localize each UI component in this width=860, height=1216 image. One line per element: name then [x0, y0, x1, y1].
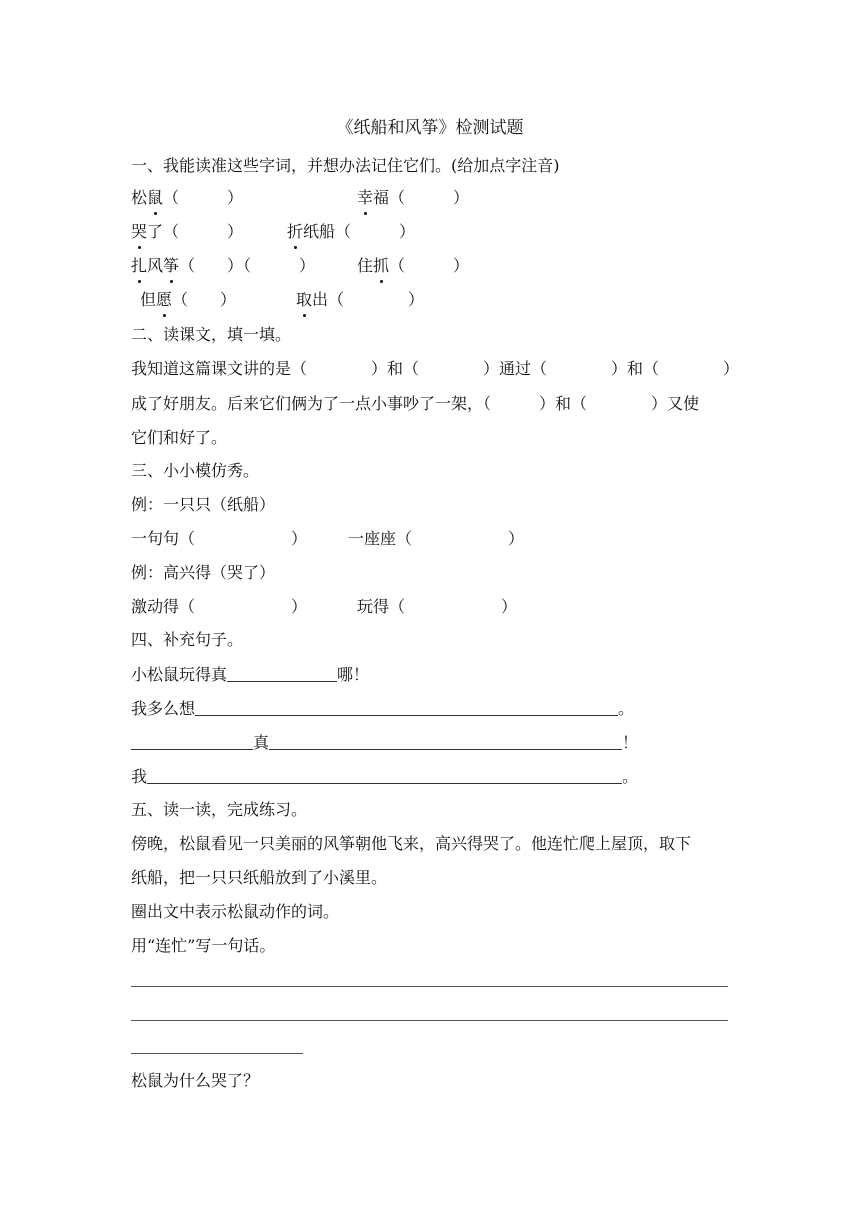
section-3-heading: 三、小小模仿秀。: [131, 461, 260, 480]
word-text: 风: [147, 256, 164, 275]
question-3: 松鼠为什么哭了？: [131, 1071, 260, 1090]
question-2: 用“连忙”写一句话。: [131, 936, 276, 955]
mimic-item-1[interactable]: 一句句（ ）: [131, 529, 308, 548]
mimic-item-4[interactable]: 玩得（ ）: [357, 597, 518, 616]
word-item-2: [357, 187, 469, 209]
example-1: 例：一只只（纸船）: [131, 495, 276, 514]
answer-line-1[interactable]: [131, 986, 728, 987]
dotted-char: 扎: [131, 256, 148, 275]
fill-line-1[interactable]: 我知道这篇课文讲的是（ ）和（ ）通过（ ）和（ ）: [131, 359, 740, 378]
sentence-text: 我: [131, 767, 148, 786]
word-item-4: [287, 221, 415, 243]
sentence-2: [131, 698, 634, 720]
answer-line-3[interactable]: [131, 1053, 303, 1054]
sentence-4: [131, 766, 638, 788]
word-item-6: [357, 255, 469, 277]
mimic-item-3[interactable]: 激动得（ ）: [131, 597, 308, 616]
answer-blank[interactable]: [227, 665, 337, 682]
word-text: 但: [140, 290, 157, 309]
section-4-heading: 四、补充句子。: [131, 630, 244, 649]
sentence-3: [131, 732, 638, 754]
word-item-3: [131, 221, 243, 243]
sentence-text: ！: [622, 733, 639, 752]
sentence-1: [131, 664, 369, 686]
dotted-char: 折: [287, 222, 304, 241]
sentence-text: 我多么想: [131, 699, 196, 718]
answer-line-2[interactable]: [131, 1020, 728, 1021]
mimic-item-2[interactable]: 一座座（ ）: [348, 529, 525, 548]
dotted-char: 幸: [357, 188, 374, 207]
section-1-heading: 一、我能读准这些字词，并想办法记住它们。(给加点字注音): [131, 156, 560, 175]
pinyin-blank[interactable]: （ ）（ ）: [179, 256, 316, 275]
answer-blank[interactable]: [131, 733, 253, 750]
pinyin-blank[interactable]: 出（ ）: [312, 290, 425, 309]
pinyin-blank[interactable]: 了（ ）: [147, 222, 244, 241]
answer-blank[interactable]: [147, 767, 622, 784]
sentence-text: 。: [618, 699, 635, 718]
dotted-char: 筝: [163, 256, 180, 275]
fill-line-2[interactable]: 成了好朋友。后来它们俩为了一点小事吵了一架，（ ）和（ ）又使: [131, 394, 700, 413]
sentence-text: 小松鼠玩得真: [131, 665, 228, 684]
page-title: 《纸船和风筝》检测试题: [336, 118, 524, 138]
dotted-char: 哭: [131, 222, 148, 241]
word-text: 松: [131, 188, 148, 207]
word-item-1: [131, 187, 243, 209]
word-item-5: [131, 255, 315, 277]
sentence-text: 哪！: [337, 665, 370, 684]
word-item-7: [140, 289, 236, 311]
fill-line-3: 它们和好了。: [131, 428, 228, 447]
sentence-text: 。: [622, 767, 639, 786]
dotted-char: 取: [296, 290, 313, 309]
question-1: 圈出文中表示松鼠动作的词。: [131, 902, 340, 921]
section-5-heading: 五、读一读，完成练习。: [131, 800, 308, 819]
pinyin-blank[interactable]: （ ）: [389, 256, 470, 275]
pinyin-blank[interactable]: 福（ ）: [373, 188, 470, 207]
pinyin-blank[interactable]: 纸船（ ）: [303, 222, 416, 241]
dotted-char: 抓: [373, 256, 390, 275]
pinyin-blank[interactable]: （ ）: [163, 188, 244, 207]
passage-line-2: 纸船，把一只只纸船放到了小溪里。: [131, 868, 388, 887]
answer-blank[interactable]: [269, 733, 622, 750]
example-2: 例：高兴得（哭了）: [131, 563, 276, 582]
section-2-heading: 二、读课文，填一填。: [131, 325, 292, 344]
passage-line-1: 傍晚，松鼠看见一只美丽的风筝朝他飞来，高兴得哭了。他连忙爬上屋顶，取下: [131, 834, 692, 853]
word-text: 住: [357, 256, 374, 275]
answer-blank[interactable]: [195, 699, 618, 716]
sentence-text: 真: [253, 733, 270, 752]
dotted-char: 鼠: [147, 188, 164, 207]
word-item-8: [296, 289, 424, 311]
dotted-char: 愿: [156, 290, 173, 309]
pinyin-blank[interactable]: （ ）: [172, 290, 237, 309]
